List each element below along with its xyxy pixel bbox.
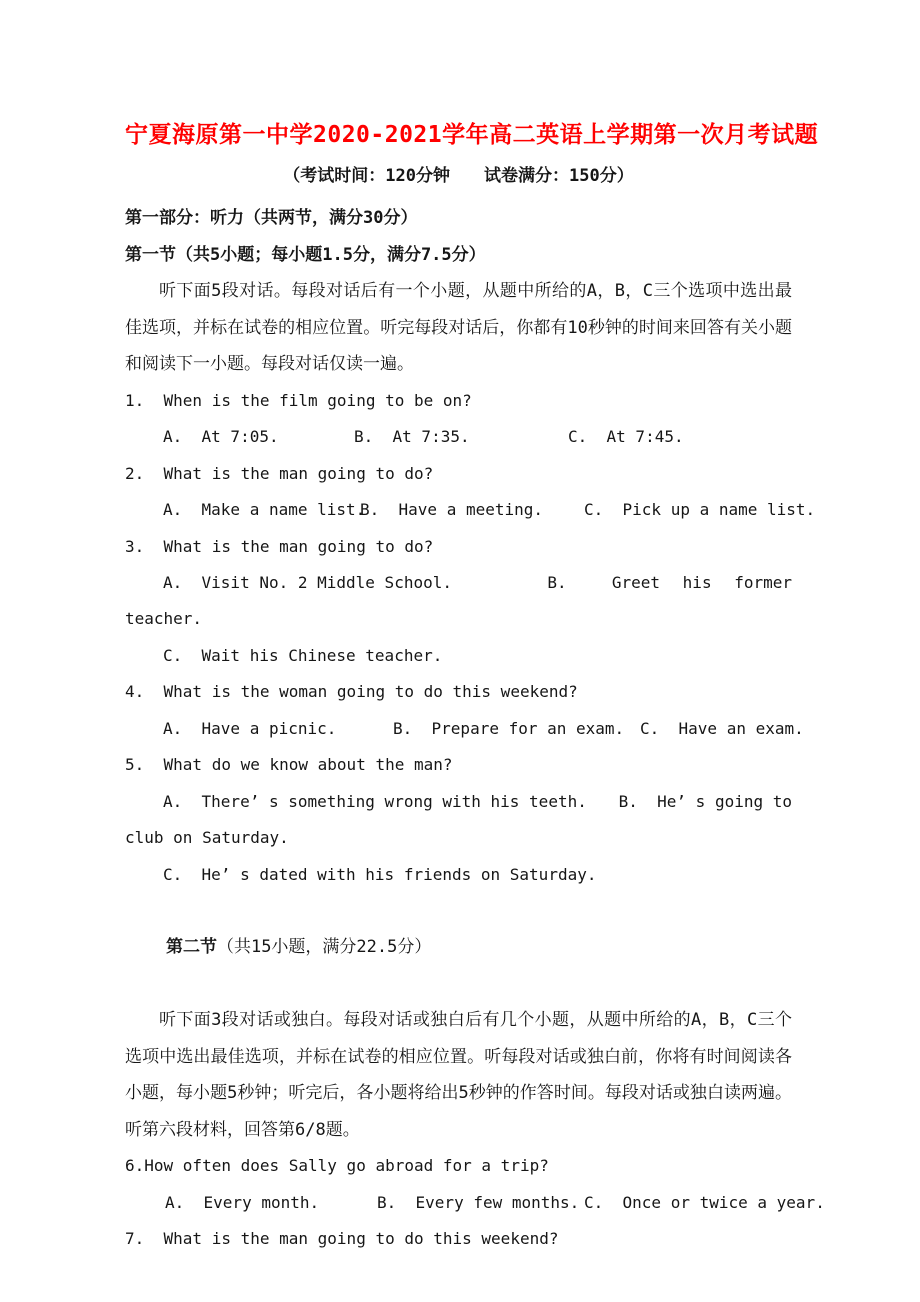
question-2-stem: 2. What is the man going to do? xyxy=(125,463,434,483)
section2-heading xyxy=(125,893,792,1002)
question-4-option-b: B. Prepare for an exam. xyxy=(393,718,625,738)
question-7-stem: 7. What is the man going to do this weekend? xyxy=(125,1229,559,1249)
question-5-option-b-continued: club on Saturday. xyxy=(125,828,289,848)
question-1-option-c: C. At 7:45. xyxy=(568,427,684,447)
question-1-stem: 1. When is the film going to be on? xyxy=(125,390,472,410)
question-1-options xyxy=(125,419,792,455)
section2-heading-label: 第二节 xyxy=(165,937,217,958)
question-4-option-a: A. Have a picnic. xyxy=(163,718,337,738)
question-1-option-b: B. At 7:35. xyxy=(354,427,470,447)
part1-heading: 第一部分：听力（共两节，满分30分） xyxy=(125,208,418,229)
question-4-stem: 4. What is the woman going to do this weekend? xyxy=(125,682,578,702)
question-5-option-a: A. There’ s something wrong with his teeth. xyxy=(163,791,587,811)
question-6-option-c: C. Once or twice a year. xyxy=(584,1192,825,1212)
question-3-options-ab xyxy=(125,565,792,601)
question-4-options xyxy=(125,711,804,747)
question-1-option-a: A. At 7:05. xyxy=(163,427,279,447)
question-4-option-c: C. Have an exam. xyxy=(640,718,804,738)
question-5-option-c: C. He’ s dated with his friends on Saturday. xyxy=(163,864,597,884)
question-2-option-b: B. Have a meeting. xyxy=(360,500,544,520)
exam-title: 宁夏海原第一中学2020-2021学年高二英语上学期第一次月考试题 xyxy=(125,122,819,148)
question-3-option-b: B. Greet his former xyxy=(547,572,792,592)
question-2-options xyxy=(125,492,816,528)
question-5-stem: 5. What do we know about the man? xyxy=(125,755,453,775)
section2-instructions: 听下面3段对话或独白。每段对话或独白后有几个小题，从题中所给的A，B，C三个选项中选出最佳选项，并标在试卷的相应位置。听每段对话或独白前，你将有时间阅读各小题，每小题5秒钟；听完后，各小题将给出5秒钟的作答时间。每段对话或独白读两遍。听第六段材料，回答第6/8题。 xyxy=(125,1010,792,1140)
section1-heading: 第一节（共5小题；每小题1.5分，满分7.5分） xyxy=(125,244,486,265)
question-3-option-a: A. Visit No. 2 Middle School. xyxy=(163,572,452,592)
question-6-options xyxy=(125,1185,825,1221)
question-6-option-b: B. Every few months. xyxy=(377,1192,580,1212)
question-3-option-b-continued: teacher. xyxy=(125,609,203,629)
question-2-option-a: A. Make a name list. xyxy=(163,500,366,520)
section2-heading-detail: （共15小题，满分22.5分） xyxy=(216,937,432,958)
question-6-option-a: A. Every month. xyxy=(165,1192,320,1212)
question-5-option-b: B. He’ s going to xyxy=(618,791,792,811)
question-3-stem: 3. What is the man going to do? xyxy=(125,536,434,556)
question-6-stem: 6.How often does Sally go abroad for a trip? xyxy=(125,1156,549,1176)
question-3-option-c: C. Wait his Chinese teacher. xyxy=(163,645,443,665)
section1-instructions: 听下面5段对话。每段对话后有一个小题，从题中所给的A，B，C三个选项中选出最佳选项，并标在试卷的相应位置。听完每段对话后，你都有10秒钟的时间来回答有关小题和阅读下一小题。每段对话仅读一遍。 xyxy=(125,281,792,375)
question-5-options-ab xyxy=(125,784,792,820)
question-2-option-c: C. Pick up a name list. xyxy=(584,500,816,520)
exam-meta: （考试时间：120分钟 试卷满分：150分） xyxy=(283,166,634,186)
